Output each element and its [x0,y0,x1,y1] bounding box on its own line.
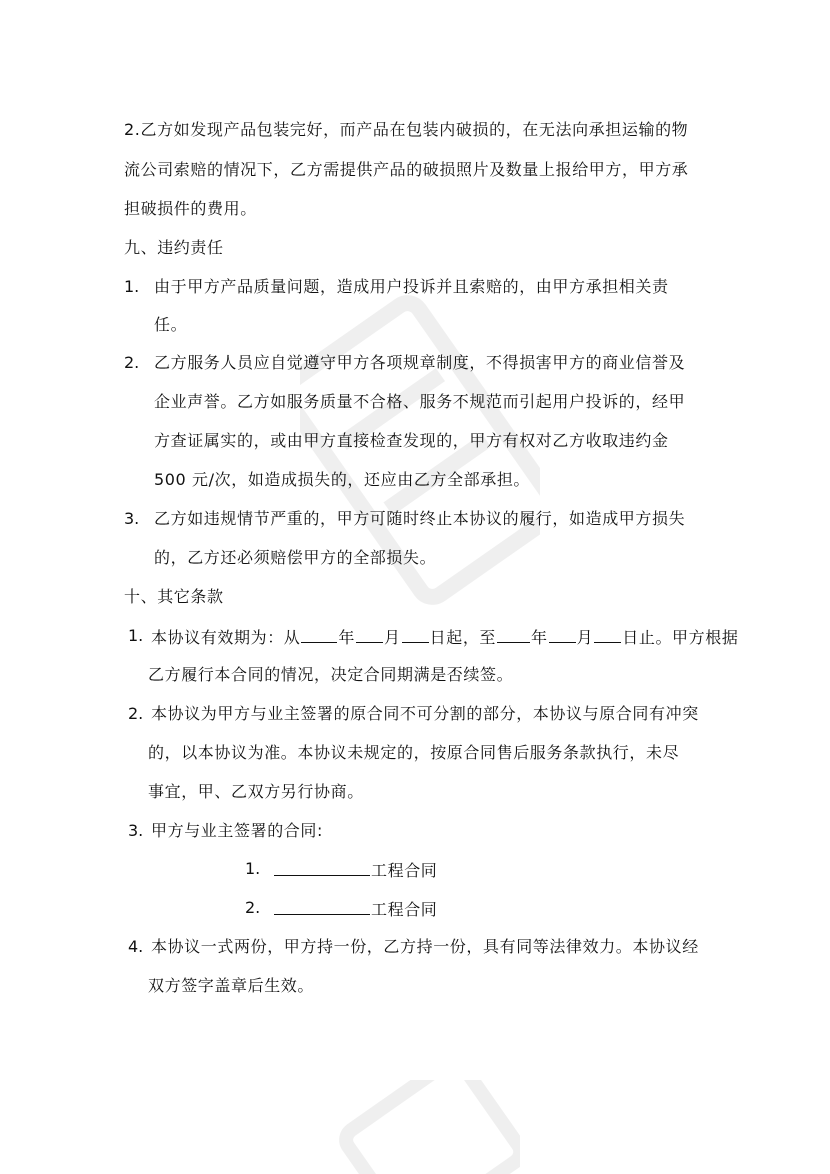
contract-number: 2. [245,898,261,917]
contract-name-blank[interactable] [274,898,370,915]
list-item-line: 任。 [154,315,188,334]
end-day-blank[interactable] [594,626,621,643]
list-item-line: 事宜，甲、乙双方另行协商。 [148,782,364,801]
list-number: 3. [128,821,144,840]
year-label: 年 [338,628,356,647]
list-item-line: 本协议一式两份，甲方持一份，乙方持一份，具有同等法律效力。本协议经 [151,937,699,956]
list-number: 2. [124,353,140,372]
list-item-line: 双方签字盖章后生效。 [148,976,315,995]
validity-period-line [151,626,738,648]
list-item-line: 乙方履行本合同的情况，决定合同期满是否续签。 [148,665,514,684]
year-label: 年 [531,628,548,647]
list-item-line: 的，乙方还必须赔偿甲方的全部损失。 [154,548,437,567]
month-label: 月 [576,628,594,647]
list-number: 3. [124,509,140,528]
list-item-line: 由于甲方产品质量问题，造成用户投诉并且索赔的，由甲方承担相关责 [154,277,669,296]
validity-text: 本协议有效期为：从 [151,628,301,647]
start-day-blank[interactable] [402,626,429,643]
list-number: 1. [128,626,144,645]
contract-suffix: 工程合同 [371,861,438,880]
start-month-blank[interactable] [356,626,383,643]
list-item-line: 企业声誉。乙方如服务质量不合格、服务不规范而引起用户投诉的，经甲 [154,392,686,411]
contract-number: 1. [245,859,261,878]
contract-suffix: 工程合同 [371,900,438,919]
paragraph-line: 2.乙方如发现产品包装完好，而产品在包装内破损的，在无法向承担运输的物 [124,120,689,139]
list-number: 4. [128,937,144,956]
section-heading-other-terms: 十、其它条款 [124,587,224,606]
list-number: 2. [128,704,144,723]
start-year-blank[interactable] [301,626,337,643]
paragraph-line: 流公司索赔的情况下，乙方需提供产品的破损照片及数量上报给甲方，甲方承 [124,160,689,179]
month-label: 月 [384,628,401,647]
end-year-blank[interactable] [497,626,530,643]
list-item-line: 甲方与业主签署的合同: [151,821,323,840]
end-month-blank[interactable] [549,626,576,643]
section-heading-breach: 九、违约责任 [124,238,224,257]
list-number: 1. [124,277,140,296]
list-item-line: 的，以本协议为准。本协议未规定的，按原合同售后服务条款执行，未尽 [148,743,680,762]
list-item-line: 500 元/次，如造成损失的，还应由乙方全部承担。 [154,470,531,489]
day-label: 日起，至 [429,628,497,647]
day-label: 日止。甲方根据 [622,628,739,647]
watermark-stamp-bottom [320,1080,520,1174]
paragraph-line: 担破损件的费用。 [124,199,257,218]
contract-line [273,859,437,881]
contract-name-blank[interactable] [274,859,370,876]
list-item-line: 本协议为甲方与业主签署的原合同不可分割的部分，本协议与原合同有冲突 [151,704,699,723]
contract-line [273,898,437,920]
list-item-line: 方查证属实的，或由甲方直接检查发现的，甲方有权对乙方收取违约金 [154,431,669,450]
list-item-line: 乙方服务人员应自觉遵守甲方各项规章制度，不得损害甲方的商业信誉及 [154,353,686,372]
list-item-line: 乙方如违规情节严重的，甲方可随时终止本协议的履行，如造成甲方损失 [154,509,686,528]
